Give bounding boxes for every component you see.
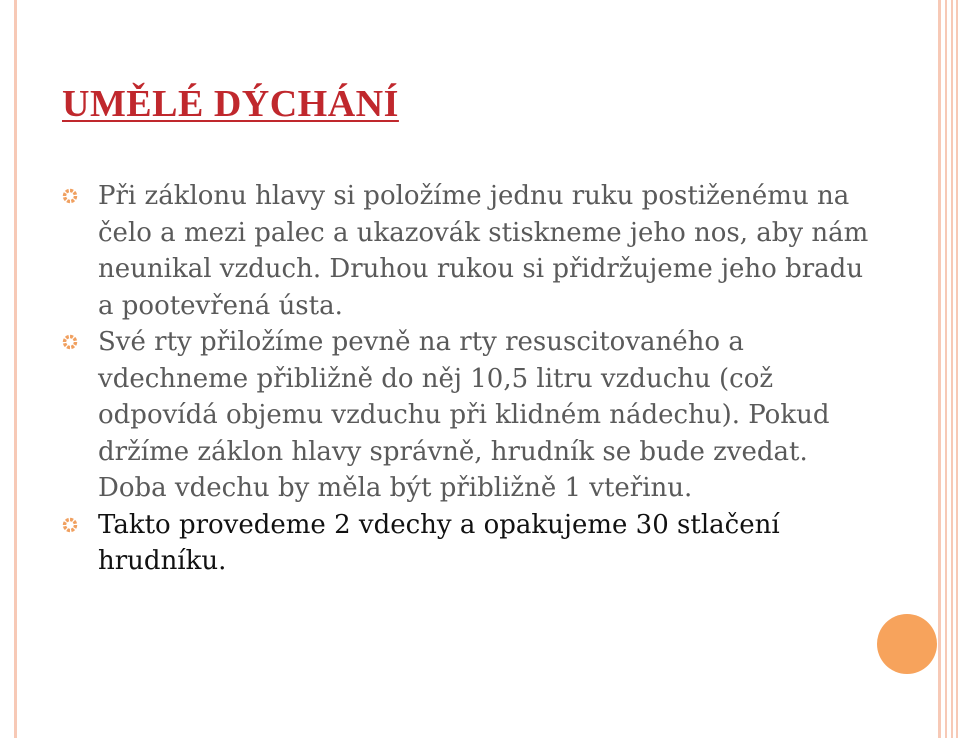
bullet-item [62,507,882,580]
bullet-text: Takto provedeme 2 vdechy a opakujeme 30 stlačení hrudníku. [98,509,780,576]
bullet-text: Své rty přiložíme pevně na rty resuscitovaného a vdechneme přibližně do něj 10,5 litru vzduchu (což odpovídá objemu vzduchu při klidném nádechu). Pokud držíme záklon hlavy správně, hrudník se bude zvedat. Doba vdechu by měla být přibližně 1 vteřinu. [98,327,830,503]
gear-bullet-icon [62,517,78,533]
right-border-line [938,0,941,738]
right-border-line [945,0,947,738]
left-border-line [14,0,17,738]
bullet-list [62,178,882,580]
slide-title: UMĚLÉ DÝCHÁNÍ [62,83,399,125]
gear-bullet-icon [62,334,78,350]
right-border-line [951,0,953,738]
right-border-line [956,0,958,738]
gear-bullet-icon [62,188,78,204]
bullet-item [62,178,882,324]
bullet-item [62,324,882,507]
decorative-orange-circle [877,614,937,674]
bullet-text: Při záklonu hlavy si položíme jednu ruku postiženému na čelo a mezi palec a ukazovák stiskneme jeho nos, aby nám neunikal vzduch. Druhou rukou si přidržujeme jeho bradu a pootevřená ústa. [98,181,869,321]
